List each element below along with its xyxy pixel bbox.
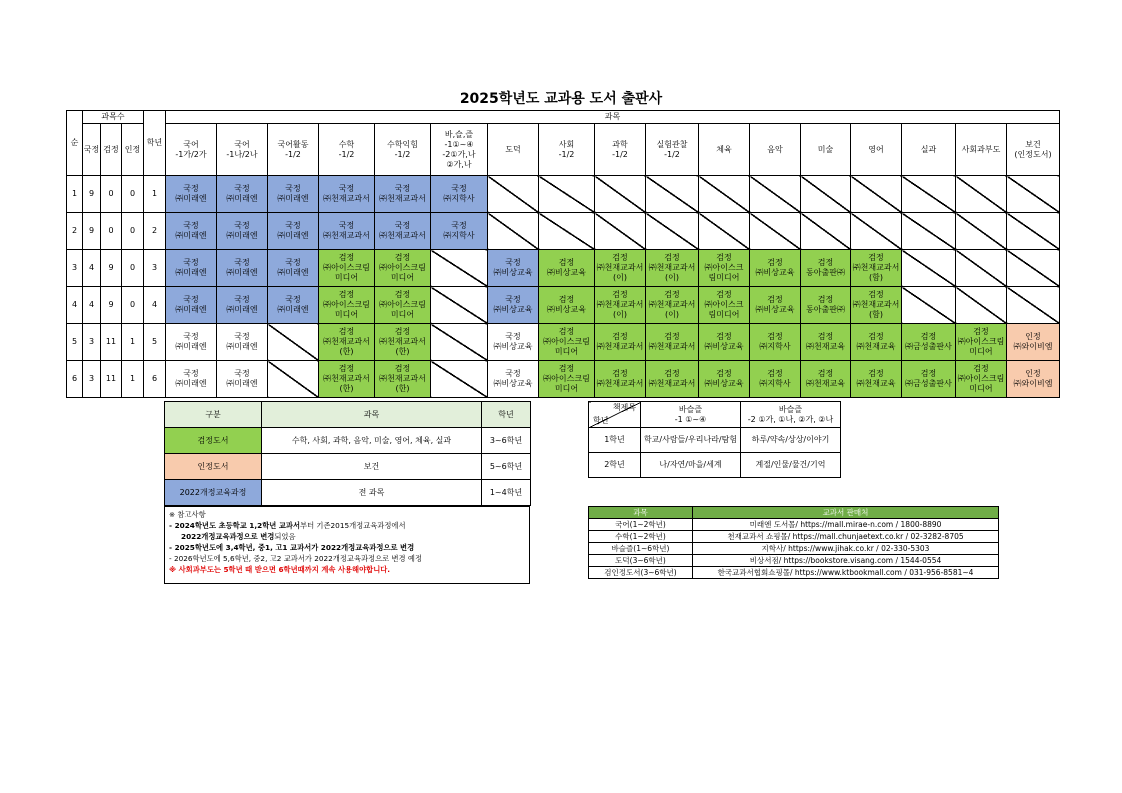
- publisher-cell: 국정 ㈜천재교과서: [375, 176, 431, 213]
- publisher-cell: 국정 ㈜미래엔: [217, 324, 268, 361]
- count-national: 3: [83, 361, 101, 398]
- publisher-cell: 검정 ㈜비상교육: [539, 250, 595, 287]
- note-line-2: 2022개정교육과정으로 변경되었음: [181, 532, 296, 541]
- note-line-1: - 2024학년도 초등학교 1,2학년 교과서부터 기존2015개정교육과정에서: [169, 521, 406, 530]
- not-applicable-cell: [539, 176, 595, 213]
- not-applicable-cell: [431, 361, 488, 398]
- publisher-cell: 검정 ㈜천재교과서 (한): [375, 324, 431, 361]
- subject-header: 영어: [851, 124, 902, 176]
- row-grade: 4: [144, 287, 166, 324]
- not-applicable-cell: [902, 176, 956, 213]
- not-applicable-cell: [268, 324, 319, 361]
- row-grade: 1: [144, 176, 166, 213]
- grade-row: [67, 176, 1107, 213]
- legend-header-subjects: 과목: [262, 402, 482, 428]
- count-approved: 11: [101, 324, 122, 361]
- publisher-cell: 검정 ㈜금성출판사: [902, 361, 956, 398]
- count-national: 4: [83, 287, 101, 324]
- count-header-national: 국정: [83, 124, 101, 176]
- count-header-accredited: 인정: [122, 124, 144, 176]
- subject-header: 바,슬,즐 -1①~④ -2①가,나 ②가,나: [431, 124, 488, 176]
- publisher-cell: 검정 ㈜아이스크림 미디어: [375, 250, 431, 287]
- not-applicable-cell: [431, 287, 488, 324]
- legend-grades-accredited: 5~6학년: [482, 454, 531, 480]
- subject-header: 수학익힘 -1/2: [375, 124, 431, 176]
- vendor-table: [588, 506, 999, 579]
- subject-header: 도덕: [488, 124, 539, 176]
- publisher-cell: 검정 ㈜아이스크림 미디어: [956, 324, 1007, 361]
- count-national: 3: [83, 324, 101, 361]
- not-applicable-cell: [851, 176, 902, 213]
- publisher-cell: 검정 ㈜천재교과서 (이): [595, 250, 646, 287]
- subject-header: 실과: [902, 124, 956, 176]
- row-seq: 4: [67, 287, 83, 324]
- publisher-cell: 국정 ㈜미래엔: [166, 361, 217, 398]
- legend-table: [164, 401, 531, 506]
- series-grade-1-a: 학교/사람들/우리나라/탐험: [641, 428, 741, 453]
- seq-header: 순: [67, 111, 83, 176]
- not-applicable-cell: [646, 213, 699, 250]
- subject-header: 사회과부도: [956, 124, 1007, 176]
- legend-header-grades: 학년: [482, 402, 531, 428]
- publisher-cell: 검정 ㈜천재교과서: [595, 324, 646, 361]
- publisher-cell: 검정 ㈜천재교육: [851, 361, 902, 398]
- not-applicable-cell: [595, 176, 646, 213]
- not-applicable-cell: [268, 361, 319, 398]
- series-grade-2-a: 나/자연/마을/세계: [641, 453, 741, 478]
- count-accredited: 1: [122, 324, 144, 361]
- series-grade-2-b: 계절/인물/물건/기억: [741, 453, 841, 478]
- count-accredited: 0: [122, 287, 144, 324]
- publisher-cell: 국정 ㈜미래엔: [166, 213, 217, 250]
- publisher-cell: 국정 ㈜미래엔: [166, 176, 217, 213]
- publisher-cell: 검정 ㈜아이스크 림미디어: [699, 287, 750, 324]
- legend-type-accredited: 인정도서: [165, 454, 262, 480]
- not-applicable-cell: [488, 176, 539, 213]
- legend-type-approved: 검정도서: [165, 428, 262, 454]
- count-accredited: 0: [122, 176, 144, 213]
- subject-header: 체육: [699, 124, 750, 176]
- publisher-cell: 국정 ㈜미래엔: [268, 287, 319, 324]
- publisher-cell: 국정 ㈜천재교과서: [319, 213, 375, 250]
- legend-subjects-accredited: 보건: [262, 454, 482, 480]
- row-grade: 6: [144, 361, 166, 398]
- publisher-cell: 검정 ㈜천재교과서 (한): [375, 361, 431, 398]
- vendor-link[interactable]: 천재교과서 쇼핑몰/ https://mall.chunjaetext.co.kr / 02-3282-8705: [693, 531, 999, 543]
- publisher-cell: 검정 ㈜비상교육: [750, 287, 801, 324]
- row-seq: 2: [67, 213, 83, 250]
- row-seq: 5: [67, 324, 83, 361]
- count-national: 4: [83, 250, 101, 287]
- publisher-cell: 국정 ㈜지학사: [431, 213, 488, 250]
- not-applicable-cell: [431, 250, 488, 287]
- publisher-cell: 국정 ㈜천재교과서: [375, 213, 431, 250]
- vendor-header-subject: 과목: [589, 507, 693, 519]
- count-approved: 0: [101, 213, 122, 250]
- not-applicable-cell: [431, 324, 488, 361]
- count-approved: 9: [101, 250, 122, 287]
- not-applicable-cell: [902, 287, 956, 324]
- note-heading: ※ 참고사항: [169, 510, 206, 519]
- subject-header: 국어 -1가/2가: [166, 124, 217, 176]
- publisher-cell: 검정 ㈜지학사: [750, 361, 801, 398]
- notes-box: [164, 506, 530, 584]
- count-national: 9: [83, 176, 101, 213]
- publisher-cell: 국정 ㈜미래엔: [166, 250, 217, 287]
- row-grade: 5: [144, 324, 166, 361]
- row-seq: 1: [67, 176, 83, 213]
- publisher-cell: 검정 ㈜천재교육: [801, 361, 851, 398]
- not-applicable-cell: [851, 213, 902, 250]
- not-applicable-cell: [1007, 287, 1060, 324]
- grade-header: 학년: [144, 111, 166, 176]
- publisher-cell: 국정 ㈜지학사: [431, 176, 488, 213]
- vendor-subject: 바슬즐(1~6학년): [589, 543, 693, 555]
- publisher-cell: 검정 ㈜아이스크림 미디어: [539, 324, 595, 361]
- note-warning: ※ 사회과부도는 5학년 때 받으면 6학년때까지 계속 사용해야합니다.: [169, 565, 391, 574]
- not-applicable-cell: [488, 213, 539, 250]
- not-applicable-cell: [699, 213, 750, 250]
- not-applicable-cell: [956, 176, 1007, 213]
- count-approved: 11: [101, 361, 122, 398]
- count-accredited: 0: [122, 213, 144, 250]
- grade-row: [67, 213, 1107, 250]
- grade-row: [67, 324, 1107, 361]
- vendor-link[interactable]: 한국교과서협회쇼핑몰/ https://www.ktbookmall.com / 031-956-8581~4: [693, 567, 999, 579]
- count-accredited: 0: [122, 250, 144, 287]
- legend-type-2022: 2022개정교육과정: [165, 480, 262, 506]
- not-applicable-cell: [902, 213, 956, 250]
- vendor-subject: 도덕(3~6학년): [589, 555, 693, 567]
- count-approved: 0: [101, 176, 122, 213]
- series-table: [588, 401, 841, 478]
- publisher-cell: 검정 ㈜비상교육: [699, 361, 750, 398]
- series-col-2: 바슬즐 -2 ①가, ①나, ②가, ②나: [741, 402, 841, 428]
- publisher-cell: 검정 동아출판㈜: [801, 250, 851, 287]
- publisher-cell: 국정 ㈜미래엔: [217, 213, 268, 250]
- publisher-cell: 인정 ㈜와이비엠: [1007, 361, 1060, 398]
- publisher-cell: 검정 ㈜천재교과서 (이): [646, 287, 699, 324]
- not-applicable-cell: [956, 213, 1007, 250]
- not-applicable-cell: [699, 176, 750, 213]
- publisher-cell: 국정 ㈜미래엔: [217, 250, 268, 287]
- publisher-cell: 국정 ㈜비상교육: [488, 250, 539, 287]
- publisher-cell: 검정 ㈜천재교과서: [646, 361, 699, 398]
- subject-header: 국어 -1나/2나: [217, 124, 268, 176]
- row-seq: 6: [67, 361, 83, 398]
- note-line-4: - 2026학년도에 5,6학년, 중2, 고2 교과서가 2022개정교육과정으로 변경 예정: [169, 554, 423, 563]
- publisher-cell: 검정 ㈜천재교과서: [646, 324, 699, 361]
- vendor-subject: 국어(1~2학년): [589, 519, 693, 531]
- publisher-cell: 검정 동아출판㈜: [801, 287, 851, 324]
- publisher-cell: 검정 ㈜천재교과서 (한): [319, 324, 375, 361]
- series-col-1: 바슬즐 -1 ①~④: [641, 402, 741, 428]
- vendor-link[interactable]: 비상서점/ https://bookstore.visang.com / 1544-0554: [693, 555, 999, 567]
- note-line-3: - 2025학년도에 3,4학년, 중1, 고1 교과서가 2022개정교육과정으로 변경: [169, 543, 415, 552]
- row-grade: 2: [144, 213, 166, 250]
- count-approved: 9: [101, 287, 122, 324]
- not-applicable-cell: [801, 213, 851, 250]
- publisher-cell: 검정 ㈜지학사: [750, 324, 801, 361]
- not-applicable-cell: [595, 213, 646, 250]
- publisher-cell: 국정 ㈜미래엔: [268, 213, 319, 250]
- vendor-header-seller: 교과서 판매처: [693, 507, 999, 519]
- row-grade: 3: [144, 250, 166, 287]
- publisher-cell: 국정 ㈜천재교과서: [319, 176, 375, 213]
- not-applicable-cell: [956, 250, 1007, 287]
- not-applicable-cell: [646, 176, 699, 213]
- publisher-cell: 검정 ㈜비상교육: [539, 287, 595, 324]
- subject-header: 국어활동 -1/2: [268, 124, 319, 176]
- publisher-cell: 검정 ㈜아이스크림 미디어: [375, 287, 431, 324]
- series-grade-2: 2학년: [589, 453, 641, 478]
- legend-header-type: 구분: [165, 402, 262, 428]
- publisher-cell: 검정 ㈜금성출판사: [902, 324, 956, 361]
- not-applicable-cell: [956, 287, 1007, 324]
- series-grade-1: 1학년: [589, 428, 641, 453]
- publisher-cell: 국정 ㈜비상교육: [488, 287, 539, 324]
- count-group-header: 과목수: [83, 111, 144, 124]
- legend-grades-approved: 3~6학년: [482, 428, 531, 454]
- subject-header: 보건 (인정도서): [1007, 124, 1060, 176]
- publisher-table: [66, 110, 1107, 398]
- subject-header: 실험관찰 -1/2: [646, 124, 699, 176]
- not-applicable-cell: [1007, 250, 1060, 287]
- not-applicable-cell: [1007, 176, 1060, 213]
- count-header-approved: 검정: [101, 124, 122, 176]
- not-applicable-cell: [750, 176, 801, 213]
- subject-header: 과학 -1/2: [595, 124, 646, 176]
- publisher-cell: 검정 ㈜천재교육: [801, 324, 851, 361]
- publisher-cell: 검정 ㈜천재교과서: [595, 361, 646, 398]
- series-grade-1-b: 하루/약속/상상/이야기: [741, 428, 841, 453]
- not-applicable-cell: [539, 213, 595, 250]
- publisher-cell: 국정 ㈜미래엔: [268, 250, 319, 287]
- publisher-cell: 국정 ㈜미래엔: [217, 361, 268, 398]
- publisher-cell: 국정 ㈜비상교육: [488, 361, 539, 398]
- publisher-cell: 국정 ㈜미래엔: [268, 176, 319, 213]
- legend-subjects-approved: 수학, 사회, 과학, 음악, 미술, 영어, 체육, 실과: [262, 428, 482, 454]
- subject-header: 음악: [750, 124, 801, 176]
- series-corner: 책제목 학년: [589, 402, 641, 428]
- publisher-cell: 검정 ㈜아이스크림 미디어: [319, 287, 375, 324]
- grade-row: [67, 287, 1107, 324]
- publisher-cell: 검정 ㈜천재교과서 (함): [851, 287, 902, 324]
- row-seq: 3: [67, 250, 83, 287]
- publisher-cell: 검정 ㈜천재교과서 (한): [319, 361, 375, 398]
- subjects-group-header: 과목: [166, 111, 1060, 124]
- publisher-cell: 국정 ㈜미래엔: [166, 324, 217, 361]
- count-accredited: 1: [122, 361, 144, 398]
- page-title: 2025학년도 교과용 도서 출판사: [459, 91, 663, 107]
- publisher-cell: 검정 ㈜아이스크림 미디어: [956, 361, 1007, 398]
- not-applicable-cell: [801, 176, 851, 213]
- publisher-cell: 국정 ㈜미래엔: [217, 176, 268, 213]
- publisher-cell: 검정 ㈜비상교육: [750, 250, 801, 287]
- publisher-cell: 국정 ㈜미래엔: [166, 287, 217, 324]
- vendor-subject: 수학(1~2학년): [589, 531, 693, 543]
- publisher-cell: 검정 ㈜아이스크 림미디어: [699, 250, 750, 287]
- grade-row: [67, 250, 1107, 287]
- vendor-link[interactable]: 지학사/ https://www.jihak.co.kr / 02-330-5303: [693, 543, 999, 555]
- publisher-cell: 국정 ㈜비상교육: [488, 324, 539, 361]
- not-applicable-cell: [750, 213, 801, 250]
- publisher-cell: 검정 ㈜아이스크림 미디어: [539, 361, 595, 398]
- publisher-cell: 검정 ㈜아이스크림 미디어: [319, 250, 375, 287]
- subject-header: 미술: [801, 124, 851, 176]
- publisher-cell: 인정 ㈜와이비엠: [1007, 324, 1060, 361]
- legend-grades-2022: 1~4학년: [482, 480, 531, 506]
- subject-header: 수학 -1/2: [319, 124, 375, 176]
- not-applicable-cell: [902, 250, 956, 287]
- subject-header: 사회 -1/2: [539, 124, 595, 176]
- legend-subjects-2022: 전 과목: [262, 480, 482, 506]
- publisher-cell: 검정 ㈜천재교과서 (함): [851, 250, 902, 287]
- publisher-cell: 검정 ㈜천재교과서 (이): [595, 287, 646, 324]
- publisher-cell: 검정 ㈜천재교육: [851, 324, 902, 361]
- publisher-cell: 국정 ㈜미래엔: [217, 287, 268, 324]
- publisher-cell: 검정 ㈜천재교과서 (이): [646, 250, 699, 287]
- vendor-link[interactable]: 미래엔 도서몰/ https://mall.mirae-n.com / 1800-8890: [693, 519, 999, 531]
- grade-row: [67, 361, 1107, 398]
- count-national: 9: [83, 213, 101, 250]
- vendor-subject: 검인정도서(3~6학년): [589, 567, 693, 579]
- publisher-cell: 검정 ㈜비상교육: [699, 324, 750, 361]
- not-applicable-cell: [1007, 213, 1060, 250]
